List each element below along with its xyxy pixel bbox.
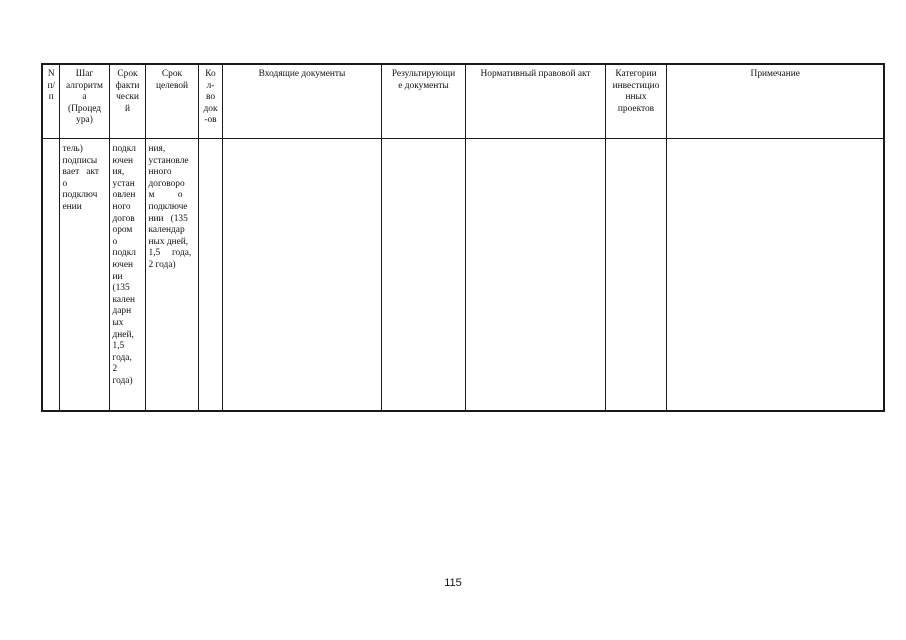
cell-text-line: ении bbox=[62, 201, 82, 212]
header-cell-step bbox=[59, 64, 109, 139]
header-label-line: Категории bbox=[615, 69, 657, 79]
cell-text-line: ии bbox=[112, 271, 123, 282]
cell-text-line: года, bbox=[112, 352, 132, 363]
cell-text-line: ючен bbox=[112, 259, 134, 270]
header-cell-legal-act bbox=[465, 64, 605, 139]
header-label-line: во bbox=[205, 92, 216, 103]
cell-text-line: 1,5 bbox=[112, 341, 125, 352]
header-cell-actual-term bbox=[109, 64, 145, 139]
cell-text-line: нии (135 bbox=[148, 213, 188, 224]
header-cell-docs-count bbox=[198, 64, 222, 139]
procedure-table bbox=[41, 63, 885, 412]
cell-text-line: подписы bbox=[62, 155, 98, 166]
cell-legal-act bbox=[465, 139, 605, 412]
header-cell-note bbox=[666, 64, 884, 139]
cell-text-line: вает акт bbox=[62, 167, 99, 178]
cell-result-docs bbox=[381, 139, 465, 412]
cell-text-line: о bbox=[62, 178, 68, 189]
cell-target-term bbox=[145, 139, 198, 412]
header-label-line: нных bbox=[625, 92, 647, 103]
header-label-line: док bbox=[203, 103, 218, 114]
cell-text-line: подключ bbox=[62, 190, 98, 201]
cell-categories bbox=[605, 139, 666, 412]
cell-text-line: года) bbox=[112, 375, 133, 386]
cell-text-line: догов bbox=[112, 213, 135, 224]
cell-text-line: кален bbox=[112, 294, 136, 305]
header-label-line: проектов bbox=[617, 103, 655, 114]
header-label-line: алгоритм bbox=[66, 80, 103, 91]
cell-text-line: подкл bbox=[112, 144, 136, 154]
header-label-line: п bbox=[48, 92, 54, 103]
header-label-line: Входящие документы bbox=[258, 69, 346, 79]
cell-text-line: подкл bbox=[112, 248, 136, 259]
cell-text-line: дарн bbox=[112, 306, 132, 317]
cell-note bbox=[666, 139, 884, 412]
header-label-line: л- bbox=[206, 80, 215, 91]
header-label-line: а bbox=[82, 92, 87, 103]
header-label-line: ура) bbox=[76, 115, 93, 126]
header-label-line: целевой bbox=[155, 80, 189, 91]
cell-text-line: ного bbox=[112, 201, 131, 212]
header-label-line: й bbox=[124, 103, 131, 114]
cell-text-line: ючен bbox=[112, 155, 134, 166]
cell-text-line: 1,5 года, bbox=[148, 248, 192, 259]
header-label-line: -ов bbox=[204, 115, 217, 126]
header-cell-num bbox=[42, 64, 59, 139]
cell-actual-term bbox=[109, 139, 145, 412]
header-label-line: Шаг bbox=[75, 69, 94, 79]
cell-text-line: о bbox=[112, 236, 118, 247]
cell-text-line: дней, bbox=[112, 329, 134, 340]
header-cell-input-docs bbox=[222, 64, 381, 139]
header-label-line: Срок bbox=[117, 69, 138, 79]
header-label-line: Ко bbox=[205, 69, 216, 79]
header-label-line: инвестицио bbox=[612, 80, 660, 91]
cell-text-line: тель) bbox=[62, 144, 83, 154]
header-cell-target-term bbox=[145, 64, 198, 139]
header-label-line: Срок bbox=[161, 69, 183, 79]
header-cell-categories bbox=[605, 64, 666, 139]
header-label-line: факти bbox=[115, 80, 140, 91]
header-label-line: е документы bbox=[398, 80, 449, 91]
cell-text-line: договоро bbox=[148, 178, 185, 189]
cell-text-line: календар bbox=[148, 225, 185, 236]
table-row bbox=[42, 139, 884, 412]
cell-text-line: 2 года) bbox=[148, 259, 176, 270]
cell-text-line: нного bbox=[148, 167, 172, 178]
cell-num bbox=[42, 139, 59, 412]
cell-text-line: установле bbox=[148, 155, 189, 166]
cell-text-line: устан bbox=[112, 178, 135, 189]
page-number: 115 bbox=[444, 577, 462, 589]
cell-step bbox=[59, 139, 109, 412]
cell-text-line: (135 bbox=[112, 283, 130, 294]
header-label-line: Нормативный правовой акт bbox=[480, 69, 591, 79]
cell-text-line: подключе bbox=[148, 201, 188, 212]
header-cell-result-docs bbox=[381, 64, 465, 139]
header-label-line: Примечание bbox=[750, 69, 800, 79]
cell-text-line: м о bbox=[148, 190, 183, 201]
cell-text-line: 2 bbox=[112, 364, 118, 375]
cell-text-line: ором bbox=[112, 225, 133, 236]
cell-text-line: ых bbox=[112, 317, 124, 328]
header-label-line: (Процед bbox=[67, 103, 102, 114]
header-label-line: Результирующи bbox=[391, 69, 456, 79]
cell-input-docs bbox=[222, 139, 381, 412]
cell-text-line: ных дней, bbox=[148, 236, 189, 247]
header-label-line: чески bbox=[116, 92, 139, 103]
header-label-line: N bbox=[47, 69, 55, 79]
cell-text-line: ия, bbox=[112, 167, 125, 178]
cell-text-line: овлен bbox=[112, 190, 136, 201]
table-header-row bbox=[42, 64, 884, 139]
cell-text-line: ния, bbox=[148, 144, 166, 154]
header-label-line: п/ bbox=[47, 80, 56, 91]
cell-docs-count bbox=[198, 139, 222, 412]
